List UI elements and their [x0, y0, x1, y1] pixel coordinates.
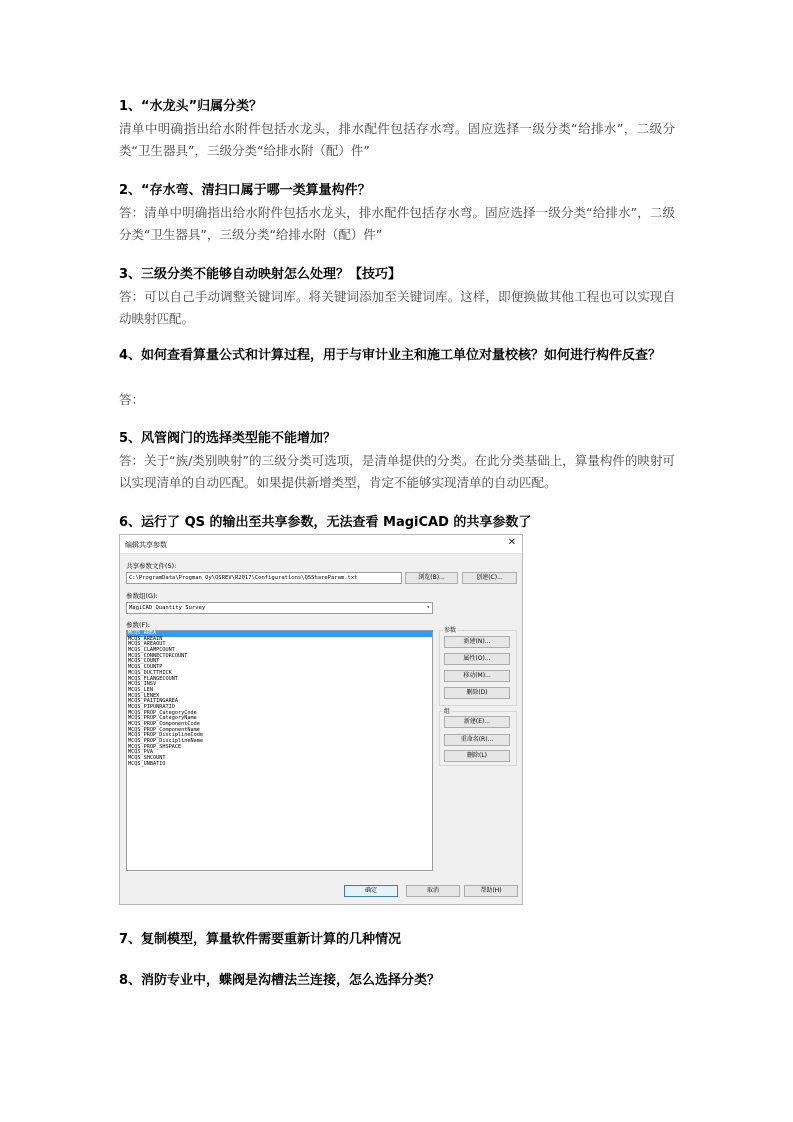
param-list-item[interactable]: MCQS_PROP_ComponentName: [128, 726, 200, 733]
group-groupbox-label: 组: [444, 708, 451, 715]
param-list-item[interactable]: MCQS_PAITINGAREA: [128, 698, 178, 705]
param-list-item[interactable]: MCQS_AREAOUT: [128, 641, 166, 648]
close-icon[interactable]: ✕: [507, 537, 516, 548]
params-groupbox-label: 参数: [444, 627, 457, 634]
edit-shared-params-dialog: [119, 534, 523, 905]
param-list-item[interactable]: MCQS_AREA: [127, 631, 432, 637]
answer-5: 答：关于“族/类别映射”的三级分类可选项，是清单提供的分类。在此分类基础上，算量构件的映射可以实现清单的自动匹配。如果提供新增类型，肯定不能够实现清单的自动匹配。: [119, 453, 675, 490]
param-list-item[interactable]: MCQS_CLAMPCOUNT: [128, 647, 175, 654]
param-list-item[interactable]: MCQS_COUNT: [128, 658, 160, 665]
question-5: 5、风管阀门的选择类型能不能增加？: [119, 431, 337, 446]
param-new-button[interactable]: 新建(N)...: [444, 636, 510, 648]
param-list-item[interactable]: MCQS_LENEX: [128, 692, 160, 699]
param-list-item[interactable]: MCQS_PROP_CategoryName: [128, 715, 197, 722]
params-label: 参数(F):: [126, 621, 151, 629]
param-list-item[interactable]: MCQS_PROP_ComponentCode: [128, 721, 200, 727]
param-list-item[interactable]: MCQS_SHCOUNT: [128, 755, 166, 762]
question-3: 3、三级分类不能够自动映射怎么处理？【技巧】: [119, 267, 402, 282]
question-7: 7、复制模型，算量软件需要重新计算的几种情况: [119, 932, 402, 947]
param-list-item[interactable]: MCQS_INSV: [128, 681, 157, 688]
param-list-item[interactable]: MCQS_PROP_CategoryCode: [128, 709, 197, 716]
param-group-label: 参数组(G):: [126, 592, 158, 600]
answer-3: 答：可以自己手动调整关键词库。将关键词添加至关键词库。这样，即便换做其他工程也可以实现自动映射匹配。: [119, 289, 675, 326]
dialog-titlebar: [120, 535, 522, 554]
param-list-item[interactable]: MCQS_UNBATIO: [128, 760, 166, 767]
answer-4: 答：: [119, 392, 145, 407]
params-listbox[interactable]: [126, 630, 433, 871]
group-rename-button[interactable]: 重命名(R)...: [444, 734, 510, 746]
question-4: 4、如何查看算量公式和计算过程，用于与审计业主和施工单位对量校核？如何进行构件反查？: [119, 348, 662, 363]
param-properties-button[interactable]: 属性(O)...: [444, 653, 510, 665]
param-group-value: MagiCAD Quantity Survey: [129, 605, 206, 611]
param-list-item[interactable]: MCQS_FLANGECOUNT: [128, 675, 178, 682]
group-new-button[interactable]: 新建(E)...: [444, 716, 510, 728]
param-list-item[interactable]: MCQS_LEN: [128, 686, 153, 693]
param-list-item[interactable]: MCQS_PROP_DisciplineName: [128, 738, 203, 745]
group-delete-button[interactable]: 删除(L): [444, 750, 510, 762]
shared-file-path-field[interactable]: C:\ProgramData\Progman Oy\QSREV\R2017\Configurations\QSShareParam.txt: [126, 572, 402, 584]
question-2: 2、“存水弯、清扫口属于哪一类算量构件？: [119, 183, 371, 198]
param-list-item[interactable]: MCQS_PROP_SHSPACE: [128, 743, 182, 750]
browse-button[interactable]: 浏览(B)...: [405, 572, 458, 584]
param-list-item[interactable]: MCQS_PVA: [128, 749, 153, 756]
answer-1: 清单中明确指出给水附件包括水龙头，排水配件包括存水弯。固应选择一级分类“给排水”，二级分类“卫生器具”，三级分类“给排水附（配）件”: [119, 121, 675, 158]
param-group-select[interactable]: [126, 602, 433, 614]
question-6: 6、运行了 QS 的输出至共享参数，无法查看 MagiCAD 的共享参数了: [119, 515, 532, 530]
help-button[interactable]: 帮助(H): [464, 885, 518, 897]
param-list-item[interactable]: MCQS_AREAIN: [128, 635, 163, 642]
param-move-button[interactable]: 移动(M)...: [444, 670, 510, 682]
param-list-item[interactable]: MCQS_CONNECTORCOUNT: [128, 652, 188, 659]
answer-2: 答：清单中明确指出给水附件包括水龙头，排水配件包括存水弯。固应选择一级分类“给排水”，二级分类“卫生器具”，三级分类“给排水附（配）件”: [119, 205, 675, 242]
shared-file-label: 共享参数文件(S):: [126, 562, 177, 570]
chevron-down-icon: ▾: [426, 604, 430, 611]
param-delete-button[interactable]: 删除(D): [444, 687, 510, 699]
param-list-item[interactable]: MCQS_DUCTTHICK: [128, 669, 172, 676]
question-1: 1、“水龙头”归属分类？: [119, 99, 263, 114]
param-list-item[interactable]: MCQS_COUNTP: [128, 664, 163, 671]
question-8: 8、消防专业中，蝶阀是沟槽法兰连接，怎么选择分类？: [119, 973, 441, 988]
dialog-title: 编辑共享参数: [125, 541, 167, 549]
ok-button[interactable]: 确定: [344, 885, 398, 897]
param-list-item[interactable]: MCQS_PIPUNRATIO: [128, 703, 175, 710]
param-list-item[interactable]: MCQS_PROP_DisciplineCode: [128, 732, 203, 739]
cancel-button[interactable]: 取消: [406, 885, 460, 897]
create-button[interactable]: 创建(C)...: [462, 572, 517, 584]
